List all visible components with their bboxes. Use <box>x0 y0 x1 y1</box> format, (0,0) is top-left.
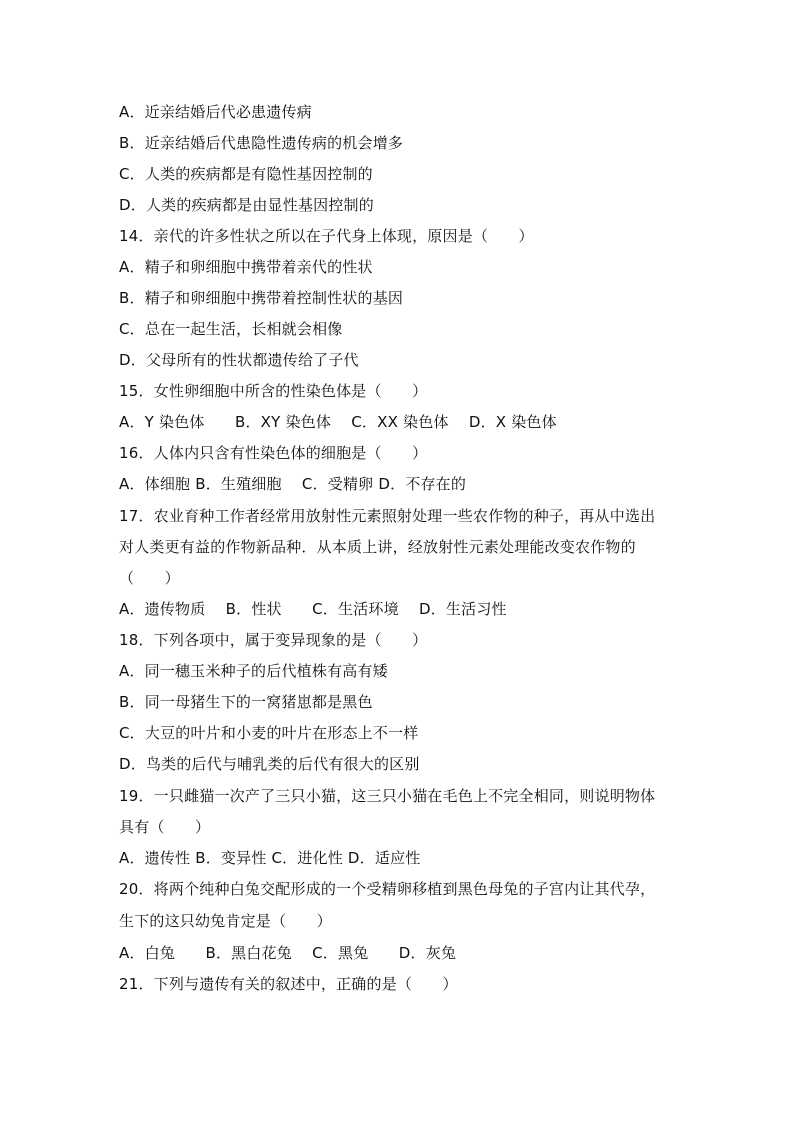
q18-option-c: C．大豆的叶片和小麦的叶片在形态上不一样 <box>119 724 419 742</box>
q18-option-b: B．同一母猪生下的一窝猪崽都是黑色 <box>119 693 373 711</box>
q20-stem-line-2: 生下的这只幼兔肯定是（ ） <box>119 912 332 930</box>
q19-stem-line-1: 19．一只雌猫一次产了三只小猫，这三只小猫在毛色上不完全相同，则说明物体 <box>119 787 656 805</box>
q16-options: A．体细胞 B．生殖细胞 C．受精卵 D．不存在的 <box>119 475 467 493</box>
q18-stem: 18．下列各项中，属于变异现象的是（ ） <box>119 631 428 649</box>
q20-options: A．白兔 B．黑白花兔 C．黑兔 D．灰兔 <box>119 944 457 962</box>
q14-stem: 14．亲代的许多性状之所以在子代身上体现，原因是（ ） <box>119 227 534 245</box>
q16-stem: 16．人体内只含有性染色体的细胞是（ ） <box>119 444 428 462</box>
q14-option-a: A．精子和卵细胞中携带着亲代的性状 <box>119 258 373 276</box>
q13-option-a: A．近亲结婚后代必患遗传病 <box>119 103 312 121</box>
q14-option-c: C．总在一起生活，长相就会相像 <box>119 320 343 338</box>
q14-option-d: D．父母所有的性状都遗传给了子代 <box>119 351 359 369</box>
q15-options: A．Y 染色体 B．XY 染色体 C．XX 染色体 D．X 染色体 <box>119 413 557 431</box>
q20-stem-line-1: 20．将两个纯种白兔交配形成的一个受精卵移植到黑色母兔的子宫内让其代孕， <box>119 880 656 898</box>
q14-option-b: B．精子和卵细胞中携带着控制性状的基因 <box>119 289 404 307</box>
q17-stem-line-1: 17．农业育种工作者经常用放射性元素照射处理一些农作物的种子，再从中选出 <box>119 507 656 525</box>
q17-stem-line-2: 对人类更有益的作物新品种．从本质上讲，经放射性元素处理能改变农作物的 <box>119 538 636 556</box>
q15-stem: 15．女性卵细胞中所含的性染色体是（ ） <box>119 382 428 400</box>
q18-option-d: D．鸟类的后代与哺乳类的后代有很大的区别 <box>119 755 420 773</box>
q17-options: A．遗传物质 B．性状 C．生活环境 D．生活习性 <box>119 600 507 618</box>
q18-option-a: A．同一穗玉米种子的后代植株有高有矮 <box>119 662 388 680</box>
q19-stem-line-2: 具有（ ） <box>119 818 211 836</box>
q13-option-b: B．近亲结婚后代患隐性遗传病的机会增多 <box>119 134 404 152</box>
q13-option-d: D．人类的疾病都是由显性基因控制的 <box>119 196 374 214</box>
q19-options: A．遗传性 B．变异性 C．进化性 D．适应性 <box>119 849 421 867</box>
q13-option-c: C．人类的疾病都是有隐性基因控制的 <box>119 165 373 183</box>
q21-stem: 21．下列与遗传有关的叙述中，正确的是（ ） <box>119 975 458 993</box>
q17-stem-line-3: （ ） <box>119 569 180 587</box>
